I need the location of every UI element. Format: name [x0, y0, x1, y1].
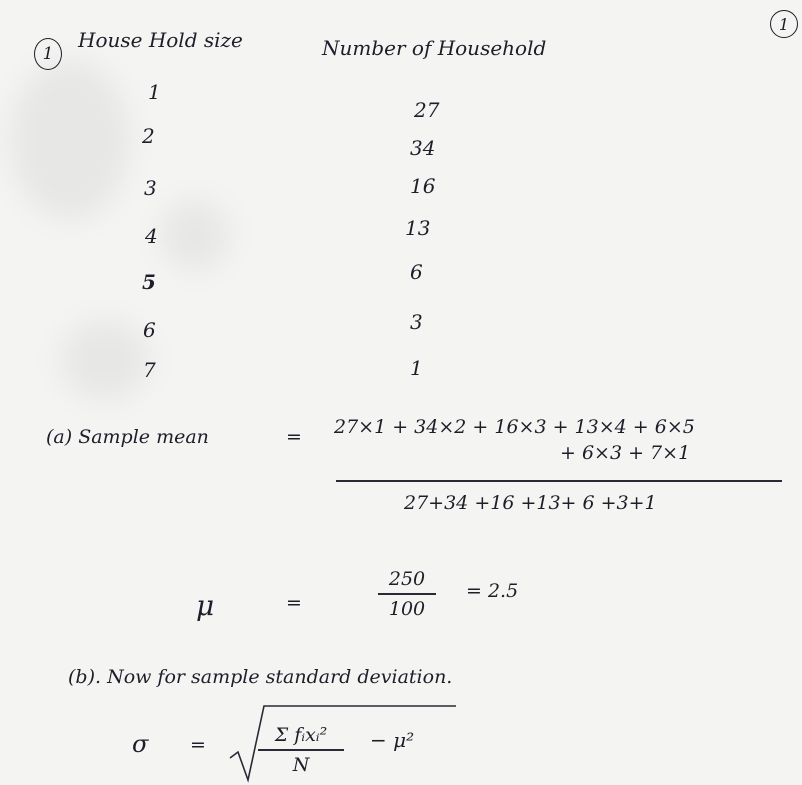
part-a-equals: = [286, 426, 302, 448]
sigma-symbol: σ [132, 730, 149, 758]
paper-smudge [10, 60, 130, 220]
part-b-label: (b). Now for sample standard deviation. [68, 666, 453, 688]
header-household-size: House Hold size [78, 28, 243, 52]
count-value: 16 [410, 174, 436, 198]
size-value: 4 [145, 224, 158, 248]
mean-result: = 2.5 [466, 580, 519, 602]
mean-numerator-line1: 27×1 + 34×2 + 16×3 + 13×4 + 6×5 [334, 416, 695, 438]
variance-numerator: Σ fᵢxᵢ² [274, 724, 328, 746]
result-fraction-bar [378, 593, 436, 595]
result-denominator: 100 [388, 597, 426, 620]
variance-fraction-bar [258, 749, 344, 751]
count-value: 34 [410, 136, 436, 160]
variance-fraction [258, 724, 344, 776]
sigma-equals: = [190, 734, 206, 756]
paper-smudge [160, 200, 230, 270]
count-value: 6 [410, 260, 423, 284]
page-number-circle [770, 10, 798, 38]
variance-denominator: N [292, 753, 310, 776]
fraction-bar [336, 480, 782, 482]
minus-mu-squared: − μ² [370, 728, 415, 752]
count-value: 3 [410, 310, 423, 334]
mean-numerator-line2: + 6×3 + 7×1 [560, 442, 691, 464]
size-value: 3 [144, 176, 157, 200]
count-value: 1 [410, 356, 423, 380]
count-value: 27 [414, 98, 440, 122]
size-value: 5 [142, 270, 156, 294]
page-number: 1 [778, 14, 790, 34]
size-value: 2 [142, 124, 155, 148]
size-value: 6 [143, 318, 156, 342]
result-fraction [378, 568, 436, 620]
size-value: 7 [143, 358, 156, 382]
mean-denominator: 27+34 +16 +13+ 6 +3+1 [404, 492, 657, 514]
paper-smudge [60, 320, 150, 400]
header-number-of-household: Number of Household [322, 36, 547, 60]
mu-symbol: μ [196, 589, 215, 622]
size-value: 1 [148, 80, 161, 104]
result-numerator: 250 [388, 568, 426, 590]
question-number: 1 [42, 44, 54, 64]
count-value: 13 [405, 216, 431, 240]
question-number-circle [34, 38, 62, 70]
part-a-label: (a) Sample mean [46, 426, 209, 448]
mu-equals: = [286, 592, 302, 614]
